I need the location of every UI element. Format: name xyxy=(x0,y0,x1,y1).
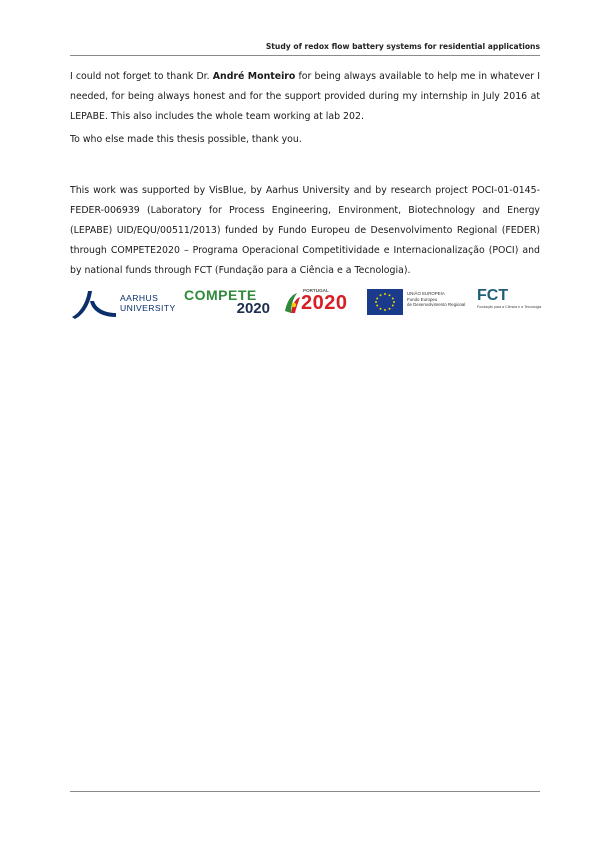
fct-logo xyxy=(477,287,540,319)
compete-year: 2020 xyxy=(236,300,270,317)
funding-logos xyxy=(70,287,540,319)
acknowledgement-text-end: for being always available to help me in whatever I needed, for being always honest and for the support provided during my internship in July 2016 at LEPABE. This also includes the whole team working at lab 202. xyxy=(70,71,541,122)
fct-subtitle: Fundação para a Ciência e a Tecnologia xyxy=(477,305,542,309)
aarhus-wordmark-line2: UNIVERSITY xyxy=(120,303,176,313)
aarhus-seal-icon xyxy=(70,287,118,319)
eu-label: UNIÃO EUROPEIA xyxy=(407,291,445,296)
eu-fund-line1: Fundo Europeu xyxy=(407,296,438,302)
eu-feder-text xyxy=(407,291,465,308)
portugal-label: PORTUGAL xyxy=(303,288,329,293)
eu-feder-logo xyxy=(367,287,475,319)
page-header-title: Study of redox flow battery systems for residential applications xyxy=(265,42,540,51)
portugal-flag-icon xyxy=(283,291,301,315)
portugal-2020-logo xyxy=(283,287,361,319)
aarhus-wordmark xyxy=(120,293,176,313)
aarhus-wordmark-line1: AARHUS xyxy=(120,293,159,303)
fct-wordmark: FCT xyxy=(477,287,509,304)
thanks-paragraph: To who else made this thesis possible, thank you. xyxy=(70,134,302,145)
acknowledged-person-name: André Monteiro xyxy=(212,71,296,82)
portugal-year: 2020 xyxy=(301,292,348,314)
eu-fund-line2: de Desenvolvimento Regional xyxy=(407,302,466,308)
eu-flag-icon xyxy=(367,289,403,315)
acknowledgement-text-start: I could not forget to thank Dr. xyxy=(70,71,213,82)
funding-paragraph: This work was supported by VisBlue, by Aarhus University and by research project POCI-01-0145-FEDER-006939 (Laboratory for Process Engineering, Environment, Biotechnology and Energy (LEPABE) UID/EQU/00511/2013) funded by Fundo Europeu de Desenvolvimento Regional (FEDER) through COMPETE2020 – Programa Operacional Competitividade e Internacionalização (POCI) and by national funds through FCT (Fundação para a Ciência e a Tecnologia). xyxy=(70,185,540,276)
header-divider xyxy=(70,55,540,56)
compete-wordmark: COMPETE xyxy=(184,287,257,303)
compete-2020-logo xyxy=(184,287,272,319)
acknowledgement-paragraph xyxy=(70,67,540,127)
aarhus-university-logo xyxy=(70,287,182,319)
footer-divider xyxy=(70,791,540,792)
